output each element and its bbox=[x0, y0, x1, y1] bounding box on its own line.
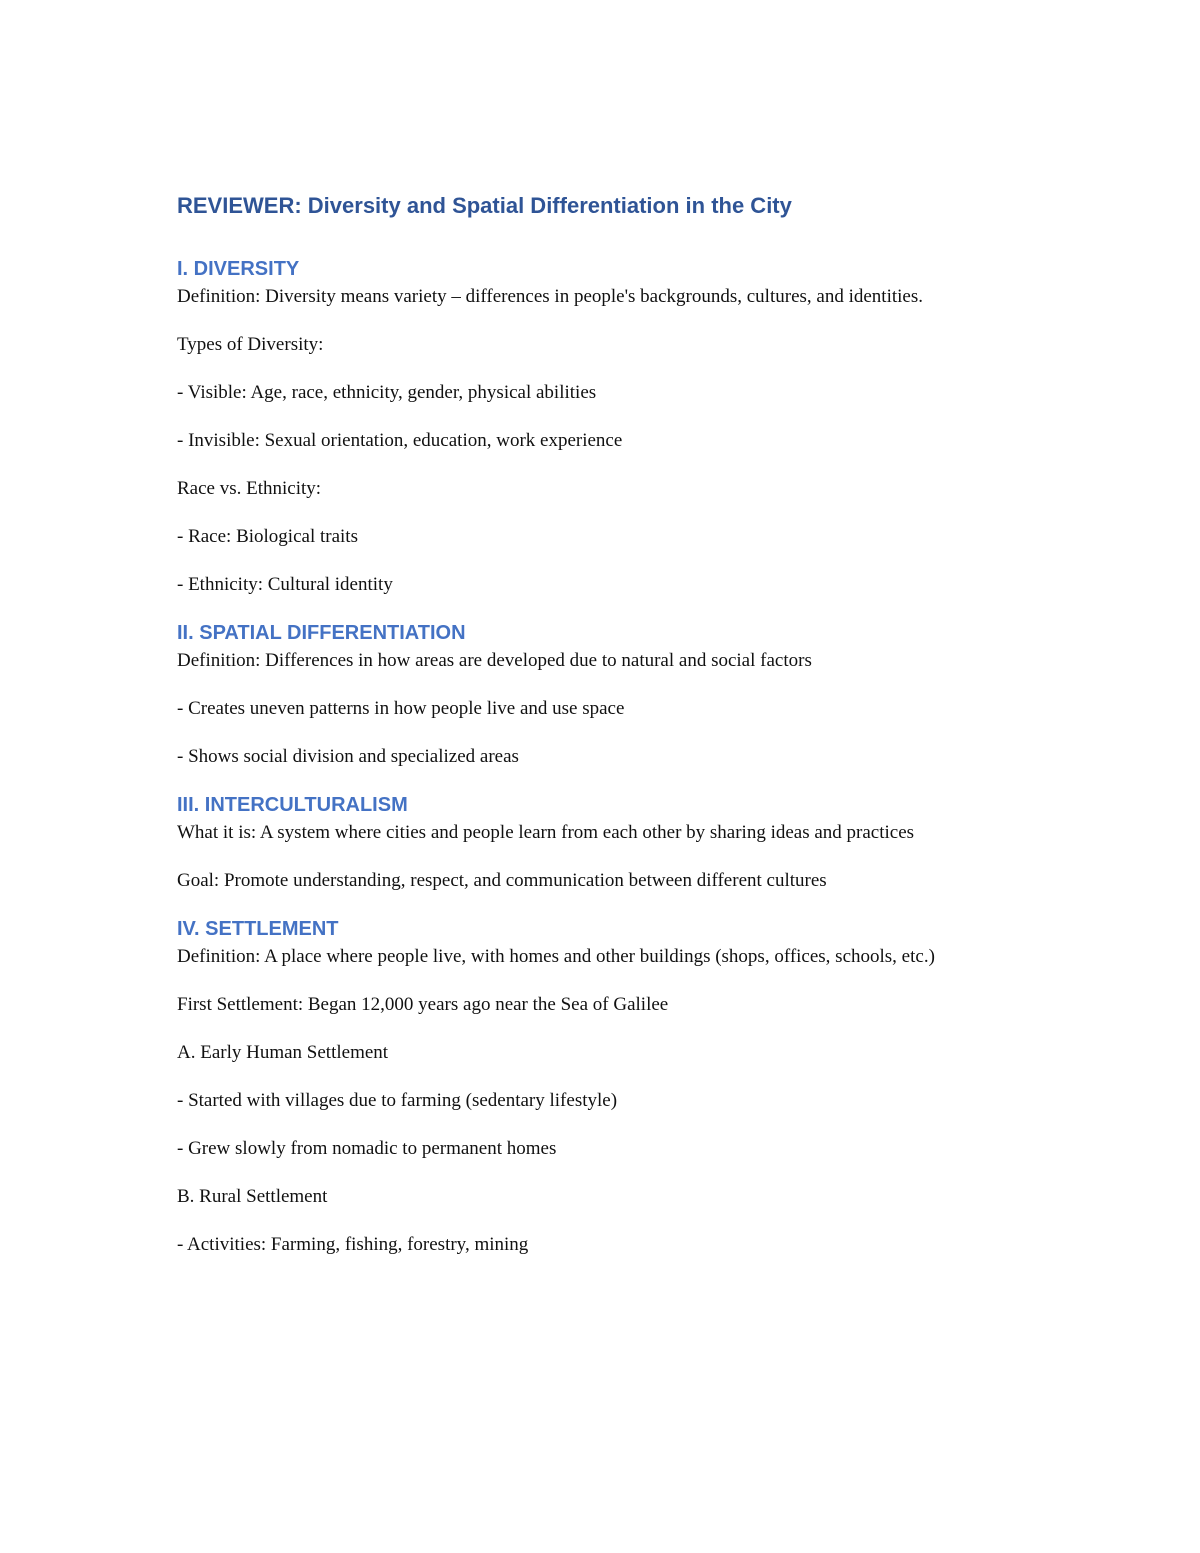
section-heading: IV. SETTLEMENT bbox=[177, 918, 339, 940]
paragraph: First Settlement: Began 12,000 years ago near the Sea of Galilee bbox=[177, 994, 669, 1015]
paragraph: Definition: Differences in how areas are developed due to natural and social factors bbox=[177, 650, 812, 671]
paragraph: - Activities: Farming, fishing, forestry, mining bbox=[177, 1234, 529, 1255]
paragraph: What it is: A system where cities and people learn from each other by sharing ideas and practices bbox=[177, 822, 915, 843]
section-heading: II. SPATIAL DIFFERENTIATION bbox=[177, 622, 466, 644]
paragraph: - Invisible: Sexual orientation, education, work experience bbox=[177, 430, 623, 451]
section-diversity bbox=[177, 255, 1017, 599]
paragraph: Definition: A place where people live, with homes and other buildings (shops, offices, schools, etc.) bbox=[177, 946, 935, 967]
paragraph: - Race: Biological traits bbox=[177, 526, 358, 547]
paragraph: Race vs. Ethnicity: bbox=[177, 478, 322, 499]
paragraph: Types of Diversity: bbox=[177, 334, 324, 355]
paragraph: - Ethnicity: Cultural identity bbox=[177, 574, 393, 595]
paragraph: - Started with villages due to farming (sedentary lifestyle) bbox=[177, 1090, 618, 1111]
section-spatial-differentiation bbox=[177, 619, 1017, 771]
paragraph: Definition: Diversity means variety – differences in people's backgrounds, cultures, and identities. bbox=[177, 286, 923, 307]
paragraph: - Visible: Age, race, ethnicity, gender, physical abilities bbox=[177, 382, 597, 403]
section-interculturalism bbox=[177, 791, 1017, 895]
section-heading: III. INTERCULTURALISM bbox=[177, 794, 408, 816]
document-body bbox=[177, 189, 1017, 1279]
section-heading: I. DIVERSITY bbox=[177, 258, 300, 280]
paragraph: A. Early Human Settlement bbox=[177, 1042, 389, 1063]
section-settlement bbox=[177, 915, 1017, 1259]
paragraph: B. Rural Settlement bbox=[177, 1186, 328, 1207]
paragraph: - Grew slowly from nomadic to permanent homes bbox=[177, 1138, 557, 1159]
paragraph: - Creates uneven patterns in how people live and use space bbox=[177, 698, 625, 719]
paragraph: - Shows social division and specialized areas bbox=[177, 746, 519, 767]
paragraph: Goal: Promote understanding, respect, and communication between different cultures bbox=[177, 870, 827, 891]
document-title: REVIEWER: Diversity and Spatial Differentiation in the City bbox=[177, 193, 792, 218]
